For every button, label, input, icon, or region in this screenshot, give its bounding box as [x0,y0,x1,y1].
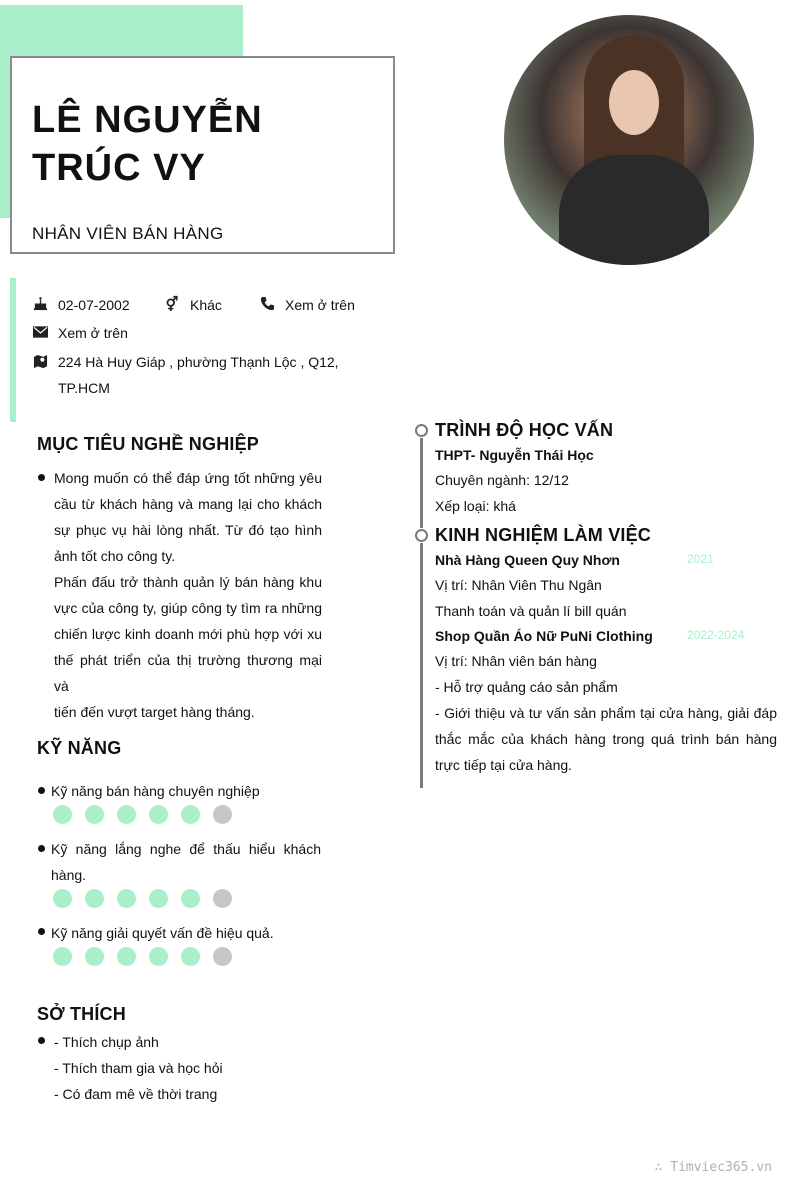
job-title: NHÂN VIÊN BÁN HÀNG [32,224,224,243]
map-icon [31,354,49,372]
job-detail: thắc mắc của khách hàng trong quá trình bán hàng [435,731,777,747]
objective-title: MỤC TIÊU NGHỀ NGHIỆP [37,434,260,454]
contact-birthday: 02-07-2002 [31,296,130,314]
email-icon [31,325,49,341]
experience-title: KINH NGHIỆM LÀM VIỆC [435,525,652,545]
objective-line: vực của công ty, giúp công ty tìm ra những [54,600,322,616]
education-major: Chuyên ngành: 12/12 [435,472,569,488]
job-detail: - Hỗ trợ quảng cáo sản phẩm [435,679,618,695]
objective-line: Phấn đấu trở thành quản lý bán hàng khu [54,574,322,590]
job-detail: - Giới thiệu và tư vấn sản phẩm tại cửa hàng, giải đáp [435,705,777,721]
watermark: ∴ Timviec365.vn [654,1160,772,1175]
job-detail: Vị trí: Nhân viên bán hàng [435,653,597,669]
skill-dot-filled [53,889,72,908]
skill-name: Kỹ năng lắng nghe để thấu hiểu khách [51,841,321,857]
skill-dot-filled [53,947,72,966]
objective-line: tiến đến vượt target hàng tháng. [54,704,255,720]
hobbies-title: SỞ THÍCH [37,1004,126,1024]
skill-dot-filled [149,947,168,966]
skill-rating [53,889,232,908]
skill-bullet [38,845,45,852]
objective-line: Mong muốn có thể đáp ứng tốt những yêu [54,470,322,486]
skill-dot-filled [85,947,104,966]
skill-dot-filled [149,889,168,908]
skill-dot-filled [53,805,72,824]
contact-email: Xem ở trên [31,325,128,341]
experience-timeline-node [415,529,428,542]
objective-line: thế phát triển của thị trường thương mại và [54,652,322,694]
candidate-name: LÊ NGUYỄN TRÚC VY [32,99,263,189]
hobby-item: - Thích tham gia và học hỏi [54,1060,223,1076]
skill-dot-empty [213,947,232,966]
skill-dot-filled [149,805,168,824]
company-name: Shop Quần Áo Nữ PuNi Clothing [435,628,653,644]
cake-icon [31,296,49,314]
education-title: TRÌNH ĐỘ HỌC VẤN [435,420,614,440]
skill-dot-filled [181,805,200,824]
objective-text [54,465,322,725]
objective-bullet [38,474,45,481]
job-detail: Thanh toán và quản lí bill quán [435,603,627,619]
skill-dot-empty [213,889,232,908]
job-year: 2021 [687,552,714,566]
skill-dot-filled [117,805,136,824]
contact-gender: ⚥ Khác [163,296,222,313]
skill-dot-filled [85,889,104,908]
job-detail: trực tiếp tại cửa hàng. [435,757,573,773]
education-timeline-line [420,438,423,528]
skill-dot-filled [181,947,200,966]
hobby-item: - Có đam mê về thời trang [54,1086,218,1102]
hobby-item: - Thích chụp ảnh [54,1034,159,1050]
skill-rating [53,805,232,824]
skill-dot-filled [181,889,200,908]
skills-title: KỸ NĂNG [37,738,122,758]
name-box [10,56,395,254]
contact-accent-bar [10,278,16,422]
skill-rating [53,947,232,966]
contact-address: 224 Hà Huy Giáp , phường Thạnh Lộc , Q12, TP.HCM [31,354,339,401]
job-detail: Vị trí: Nhân Viên Thu Ngân [435,577,602,593]
profile-photo [504,15,754,265]
skill-bullet [38,928,45,935]
objective-line: sự phục vụ hài lòng nhất. Từ đó tạo hình [54,522,322,538]
experience-timeline-line [420,543,423,788]
skill-dot-filled [117,889,136,908]
job-year: 2022-2024 [687,628,745,642]
skill-dot-empty [213,805,232,824]
school-name: THPT- Nguyễn Thái Học [435,447,594,463]
objective-line: chiến lược kinh doanh mới phù hợp với xu [54,626,322,642]
education-rank: Xếp loại: khá [435,498,516,514]
skill-name: Kỹ năng giải quyết vấn đề hiệu quả. [51,925,274,941]
objective-line: cầu từ khách hàng và mang lại cho khách [54,496,322,512]
skill-dot-filled [85,805,104,824]
phone-icon [258,296,276,314]
skill-name-cont: hàng. [51,867,87,883]
gender-icon: ⚥ [165,296,179,312]
contact-phone: Xem ở trên [258,296,355,314]
objective-line: ảnh tốt cho công ty. [54,548,176,564]
company-name: Nhà Hàng Queen Quy Nhơn [435,552,620,568]
education-timeline-node [415,424,428,437]
skill-name: Kỹ năng bán hàng chuyên nghiệp [51,783,260,799]
skill-bullet [38,787,45,794]
hobby-bullet [38,1037,45,1044]
skill-dot-filled [117,947,136,966]
